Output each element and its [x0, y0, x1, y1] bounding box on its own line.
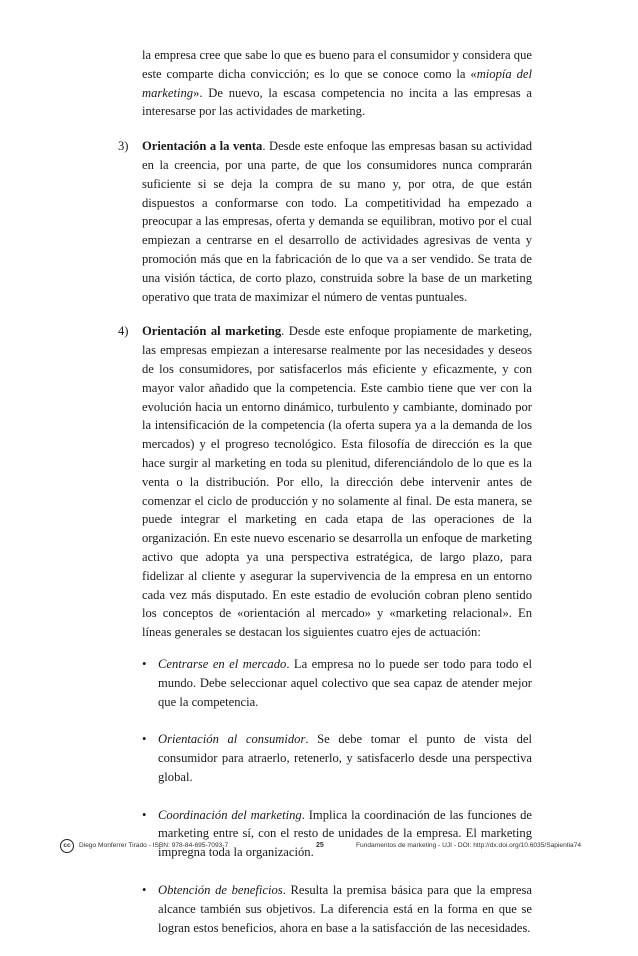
intro-paragraph [118, 46, 532, 121]
page-footer [60, 838, 582, 858]
bullet-marker: • [142, 883, 147, 898]
item-body: . Desde este enfoque las empresas basan su actividad en la creencia, por una parte, de que los consumidores nunca comprarán suficiente si se deja la compra de su mano y, por otra, de que están dispuestos a conformarse con todo. La competitividad ha empezado a preocupar a las empresas, oferta y demanda se equilibran, motivo por el cual empiezan a centrarse en el desarrollo de actividades agresivas de venta y promoción más que en la fabricación de lo que va a ser vendido. Se trata de una visión táctica, de corto plazo, construida sobre la base de un marketing operativo que trata de maximizar el número de ventas puntuales. [142, 139, 532, 304]
bullet-list [118, 655, 532, 938]
bullet-body: . La empresa no lo puede ser todo para todo el mundo. Debe seleccionar aquel colectivo que sea capaz de atender mejor que la competencia. [158, 656, 532, 709]
creative-commons-icon: cc [60, 839, 74, 853]
bullet-title: Obtención de beneficios [158, 883, 283, 898]
intro-text-1: la empresa cree que sabe lo que es bueno para el consumidor y considera que este comparte dicha convicción; es lo que se conoce como la « [142, 48, 532, 81]
bullet-body: . Se debe tomar el punto de vista del consumidor para atraerlo, retenerlo, y satisfacerlo desde una perspectiva global. [158, 732, 532, 784]
item-body: . Desde este enfoque propiamente de marketing, las empresas empiezan a interesarse realmente por las necesidades y deseos de los consumidores, por satisfacerlos más eficiente y eficazmente, y con mayor valor añadido que la competencia. Este cambio tiene que ver con la evolución hacia un entorno dinámico, turbulento y cambiante, dominado por la intensificación de la competencia (la oferta supera ya a la demanda de los mercados) y el progreso tecnológico. Esta filosofía de dirección es la que hace surgir al marketing en toda su plenitud, diferenciándolo de lo que es la venta o la distribución. Por ello, la dirección debe intervenir antes de comenzar el ciclo de producción y no solamente al final. De esta manera, se puede integrar el marketing en cada etapa de las operaciones de la organización. En este nuevo escenario se desarrolla un enfoque de marketing activo que adopta ya una perspectiva estratégica, de largo plazo, para fidelizar al cliente y asegurar la supervivencia de la empresa en un entorno cada vez más disputado. En este estadio de evolución cobran pleno sentido los conceptos de «orientación al mercado» y «marketing relacional». En líneas generales se destacan los siguientes cuatro ejes de actuación: [142, 324, 532, 640]
item-title: Orientación al marketing [142, 324, 282, 339]
item-number: 3) [118, 139, 129, 154]
intro-text-2: ». De nuevo, la escasa competencia no incita a las empresas a interesarse por las actividades de marketing. [142, 85, 532, 119]
bullet-body: . Implica la coordinación de las funciones de marketing entre sí, con el resto de unidades de la empresa. El marketing impregna toda la organización. [158, 807, 532, 860]
bullet-item [118, 655, 532, 711]
item-title: Orientación a la venta [142, 139, 263, 154]
footer-author-isbn: Diego Monferrer Tirado - ISBN: 978-84-695-7093-7 [79, 842, 229, 849]
list-item-4 [118, 322, 532, 642]
bullet-paragraph [158, 655, 532, 711]
bullet-title: Coordinación del marketing [158, 807, 302, 822]
body-text [118, 46, 532, 956]
list-item-3 [118, 137, 532, 306]
bullet-paragraph [158, 730, 532, 786]
bullet-body: . Resulta la premisa básica para que la empresa alcance también sus objetivos. La diferencia está en la forma en que se logran estos beneficios, ahora en base a la satisfacción de las necesidades. [158, 883, 533, 935]
bullet-item [118, 730, 532, 786]
item-number: 4) [118, 324, 129, 339]
bullet-marker: • [142, 807, 147, 822]
bullet-paragraph [158, 881, 532, 937]
footer-doi: Fundamentos de marketing - UJI - DOI: http://dx.doi.org/10.6035/Sapientia74 [356, 842, 582, 849]
page-number: 25 [316, 842, 324, 849]
bullet-title: Orientación al consumidor [158, 732, 306, 747]
bullet-marker: • [142, 656, 147, 671]
intro-emphasis: miopía del marketing [142, 66, 532, 100]
bullet-title: Centrarse en el mercado [158, 656, 287, 671]
item-paragraph [142, 137, 532, 306]
bullet-marker: • [142, 732, 147, 747]
item-paragraph [142, 322, 532, 642]
bullet-item [118, 881, 532, 937]
